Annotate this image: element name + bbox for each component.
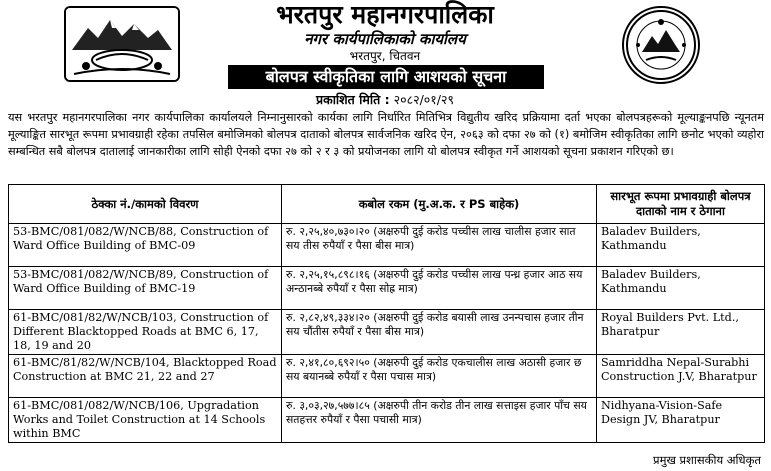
table-row — [9, 310, 765, 355]
bidder-cell: Royal Builders Pvt. Ltd., Bharatpur — [597, 310, 765, 355]
bidder-cell: Baladev Builders, Kathmandu — [597, 267, 765, 310]
contract-cell: 61-BMC/081/82/W/NCB/103, Construction of Different Blacktopped Roads at BMC 6, 17, 18, 19 and 20 — [9, 310, 282, 355]
header-amount: कबोल रकम (मु.अ.क. र PS बाहेक) — [282, 185, 597, 224]
nepal-emblem-icon — [64, 6, 180, 82]
bidder-cell: Samriddha Nepal-Surabhi Construction J.V, Bharatpur — [597, 355, 765, 398]
contract-cell: 53-BMC/081/082/W/NCB/88, Construction of Ward Office Building of BMC-09 — [9, 224, 282, 267]
table-row — [9, 224, 765, 267]
amount-cell: रु. २,२५,४०,७३०।२० (अक्षरुपी दुई करोड पच्चीस लाख चालीस हजार सात सय तीस रुपैयाँ र पैसा बीस मात्र) — [282, 224, 597, 267]
table-header-row — [9, 185, 765, 224]
signatory-title: प्रमुख प्रशासकीय अधिकृत — [653, 453, 761, 467]
contract-cell: 61-BMC/81/82/W/NCB/104, Blacktopped Road Construction at BMC 21, 22 and 27 — [9, 355, 282, 398]
amount-cell: रु. २,८२,४९,३३४।२० (अक्षरुपी दुई करोड बयासी लाख उनन्पचास हजार तीन सय चौंतीस रुपैयाँ र पैसा बीस मात्र) — [282, 310, 597, 355]
amount-cell: रु. २,४१,८०,६९२।५० (अक्षरुपी दुई करोड एकचालीस लाख अठासी हजार छ सय बयानब्बे रुपैयाँ र पैसा पचास मात्र) — [282, 355, 597, 398]
bharatpur-metropolitan-seal-icon — [622, 6, 700, 84]
notice-banner: बोलपत्र स्वीकृतिका लागि आशयको सूचना — [228, 65, 544, 89]
amount-cell: रु. २,२५,१५,८९८।१६ (अक्षरुपी दुई करोड पच्चीस लाख पन्ध्र हजार आठ सय अन्ठानब्बे रुपैयाँ र पैसा सोह्र मात्र) — [282, 267, 597, 310]
pub-date-label: प्रकाशित मिति : — [315, 92, 390, 107]
table-row — [9, 355, 765, 398]
contract-cell: 61-BMC/081/082/W/NCB/106, Upgradation Works and Toilet Construction at 14 Schools within BMC — [9, 398, 282, 443]
office-location: भरतपुर, चितवन — [349, 49, 421, 63]
office-subtitle: नगर कार्यपालिकाको कार्यालय — [304, 30, 466, 48]
bidder-cell: Baladev Builders, Kathmandu — [597, 224, 765, 267]
amount-cell: रु. ३,०३,२७,५७७।८५ (अक्षरुपी तीन करोड तीन लाख सत्ताइस हजार पाँच सय सतहत्तर रुपैयाँ र पैसा पचासी मात्र) — [282, 398, 597, 443]
notice-body: यस भरतपुर महानगरपालिका नगर कार्यपालिका कार्यालयले निम्नानुसारको कार्यका लागि निर्धारित मितिभित्र विद्युतीय खरिद प्रक्रियामा दर्ता भएका बोलपत्रहरूको मूल्याङ्कनपछि न्यूनतम मूल्याङ्कित सारभूत रूपमा प्रभावग्राही रहेका तपसिल बमोजिमको बोलपत्र दाताको बोलपत्र सार्वजनिक खरिद ऐन, २०६३ को दफा २७ को (१) बमोजिम स्वीकृतिका लागि छनोट भएको व्यहोरा सम्बन्धित सबै बोलपत्र दातालाई जानकारीका लागि सोही ऐनको दफा २७ को २ र ३ को प्रयोजनका लागि यो बोलपत्र स्वीकृत गर्ने आशयको सूचना प्रकाशन गरिएको छ। — [8, 111, 764, 158]
header-contract: ठेक्का नं./कामको विवरण — [9, 185, 282, 224]
contract-cell: 53-BMC/081/082/W/NCB/89, Construction of Ward Office Building of BMC-19 — [9, 267, 282, 310]
header-bidder: सारभूत रूपमा प्रभावग्राही बोलपत्र दाताको नाम र ठेगाना — [597, 185, 765, 224]
table-row — [9, 398, 765, 443]
office-title: भरतपुर महानगरपालिका — [276, 0, 494, 29]
publication-date — [250, 92, 520, 108]
bidder-cell: Nidhyana-Vision-Safe Design JV, Bharatpur — [597, 398, 765, 443]
pub-date-value: २०८२/०१/२९ — [393, 92, 454, 107]
table-row — [9, 267, 765, 310]
bid-table — [8, 184, 765, 443]
